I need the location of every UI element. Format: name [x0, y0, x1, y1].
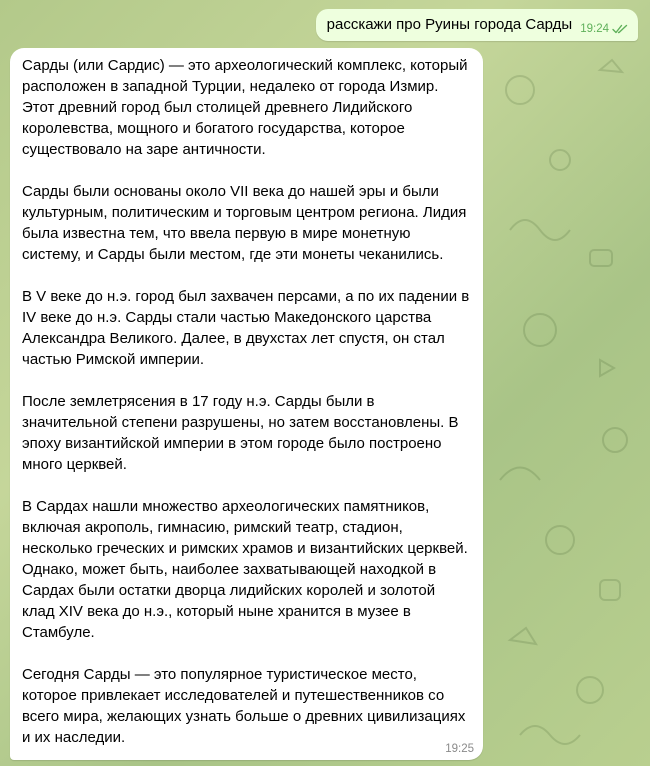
incoming-message[interactable] — [10, 48, 483, 760]
outgoing-message-text: расскажи про Руины города Сарды — [326, 16, 573, 33]
message-paragraph: В V веке до н.э. город был захвачен персами, а по их падении в IV веке до н.э. Сарды стали частью Македонского царства Александра Великого. Далее, в двухстах лет спустя, он стал частью Римской империи. — [22, 288, 470, 368]
message-paragraph: В Сардах нашли множество археологических памятников, включая акрополь, гимнасию, римский театр, стадион, несколько греческих и римских храмов и византийских церквей. Однако, может быть, наиболее захватывающей находкой в Сардах были остатки дворца лидийских королей и золотой клад XIV века до н.э., который ныне хранится в музее в Стамбуле. — [22, 498, 468, 641]
message-paragraph: Сарды (или Сардис) — это археологический комплекс, который расположен в западной Турции, недалеко от города Измир. Этот древний город был столицей древнего Лидийского королевства, мощного и богатого государства, которое существовало на заре античности. — [22, 57, 468, 158]
outgoing-message-meta — [580, 23, 628, 35]
double-check-icon — [612, 24, 628, 34]
message-paragraph: После землетрясения в 17 году н.э. Сарды были в значительной степени разрушены, но затем восстановлены. В эпоху византийской империи в этом городе было построено много церквей. — [22, 393, 459, 473]
outgoing-message-time: 19:24 — [580, 23, 609, 35]
message-paragraph: Сарды были основаны около VII века до нашей эры и были культурным, политическим и торговым центром региона. Лидия была известна тем, что ввела первую в мире монетную систему, и Сарды были местом, где эти монеты чеканились. — [22, 183, 467, 263]
message-paragraph: Сегодня Сарды — это популярное туристическое место, которое привлекает исследователей и путешественников со всего мира, желающих узнать больше о древних цивилизациях и их наследии. — [22, 666, 466, 746]
incoming-message-time: 19:25 — [445, 743, 474, 755]
outgoing-message[interactable] — [316, 9, 638, 41]
